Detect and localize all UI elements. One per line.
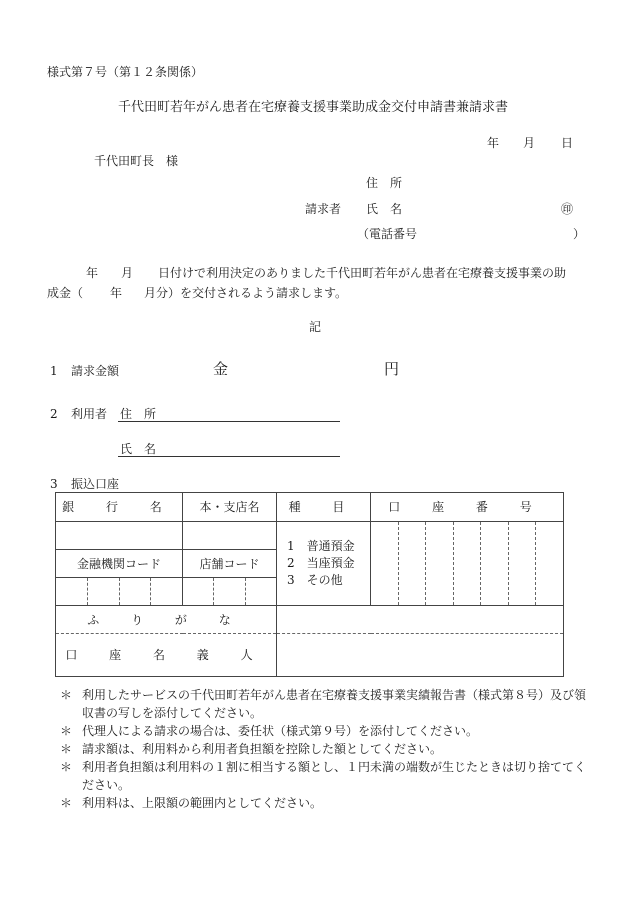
note-mark: ＊: [60, 742, 73, 756]
phone-close: ）: [573, 227, 586, 241]
item-user-number: 2: [50, 407, 58, 421]
claimant-address-label: 住 所: [366, 176, 403, 190]
branch-name-input[interactable]: [183, 522, 277, 550]
branch-name-header: 本・支店名: [183, 493, 277, 522]
body-line2-year: 年: [110, 286, 123, 300]
bank-code-input[interactable]: [56, 578, 183, 606]
document-title: 千代田町若年がん患者在宅療養支援事業助成金交付申請書兼請求書: [118, 100, 509, 115]
branch-code-input[interactable]: [183, 578, 277, 606]
body-year: 年: [86, 266, 99, 280]
note-mark: ＊: [60, 796, 73, 810]
account-number-header: 口 座 番 号: [371, 493, 564, 522]
note-mark: ＊: [60, 724, 73, 738]
branch-code-label: 店舗コード: [183, 550, 277, 578]
note-item: ＊ 利用したサービスの千代田町若年がん患者在宅療養支援事業実績報告書（様式第８号）及び領収書の写しを添付してください。: [60, 688, 587, 720]
item-account-label: 振込口座: [71, 477, 120, 491]
user-address-label: 住 所: [120, 407, 157, 421]
note-mark: ＊: [60, 760, 73, 774]
note-item: ＊ 利用者負担額は利用料の１割に相当する額とし、１円未満の端数が生じたときは切り捨ててください。: [60, 760, 587, 792]
note-item: ＊ 利用料は、上限額の範囲内としてください。: [60, 796, 323, 810]
furigana-input[interactable]: [277, 606, 564, 634]
item-account-number: 3: [50, 477, 58, 491]
ki-mark: 記: [309, 320, 322, 334]
body-line1-text: 日付けで利用決定のありました千代田町若年がん患者在宅療養支援事業の助: [158, 266, 567, 280]
account-holder-input[interactable]: [277, 634, 564, 677]
kin-mark: 金: [213, 360, 229, 378]
date-day: 日: [561, 136, 574, 150]
date-year: 年: [487, 136, 500, 150]
bank-name-input[interactable]: [56, 522, 183, 550]
note-item: ＊ 請求額は、利用料から利用者負担額を控除した額としてください。: [60, 742, 443, 756]
body-month: 月: [121, 266, 134, 280]
date-month: 月: [523, 136, 536, 150]
type-option-1: 1 普通預金: [287, 539, 355, 553]
user-address-underline: [118, 421, 340, 422]
bank-account-table: [55, 492, 564, 677]
bank-code-label: 金融機関コード: [56, 550, 183, 578]
notes: [60, 686, 590, 812]
body-line2-text: 月分）を交付されるよう請求します。: [144, 286, 348, 300]
item-amount-number: 1: [50, 364, 58, 378]
type-option-2: 2 当座預金: [287, 556, 355, 570]
phone-label: （電話番号: [357, 227, 418, 241]
type-header: 種 目: [277, 493, 371, 522]
form-number: 様式第７号（第１２条関係）: [47, 65, 204, 79]
seal-mark: ㊞: [561, 202, 574, 216]
item-amount-label: 請求金額: [71, 364, 120, 378]
note-mark: ＊: [60, 688, 73, 702]
note-item: ＊ 代理人による請求の場合は、委任状（様式第９号）を添付してください。: [60, 724, 479, 738]
claimant-role-label: 請求者: [305, 202, 342, 216]
type-option-3: 3 その他: [287, 573, 343, 587]
bank-name-header: 銀 行 名: [56, 493, 183, 522]
account-type-options[interactable]: [277, 522, 371, 606]
user-name-underline: [118, 456, 340, 457]
furigana-label: ふ り が な: [56, 606, 277, 634]
body-line2-start: 成金（: [47, 286, 84, 300]
account-number-input[interactable]: [371, 522, 564, 606]
account-holder-label: 口 座 名 義 人: [56, 634, 277, 677]
item-user-label: 利用者: [71, 407, 108, 421]
addressee: 千代田町長 様: [94, 154, 179, 168]
yen-mark: 円: [384, 360, 400, 378]
user-name-label: 氏 名: [120, 442, 157, 456]
claimant-name-label: 氏 名: [366, 202, 403, 216]
